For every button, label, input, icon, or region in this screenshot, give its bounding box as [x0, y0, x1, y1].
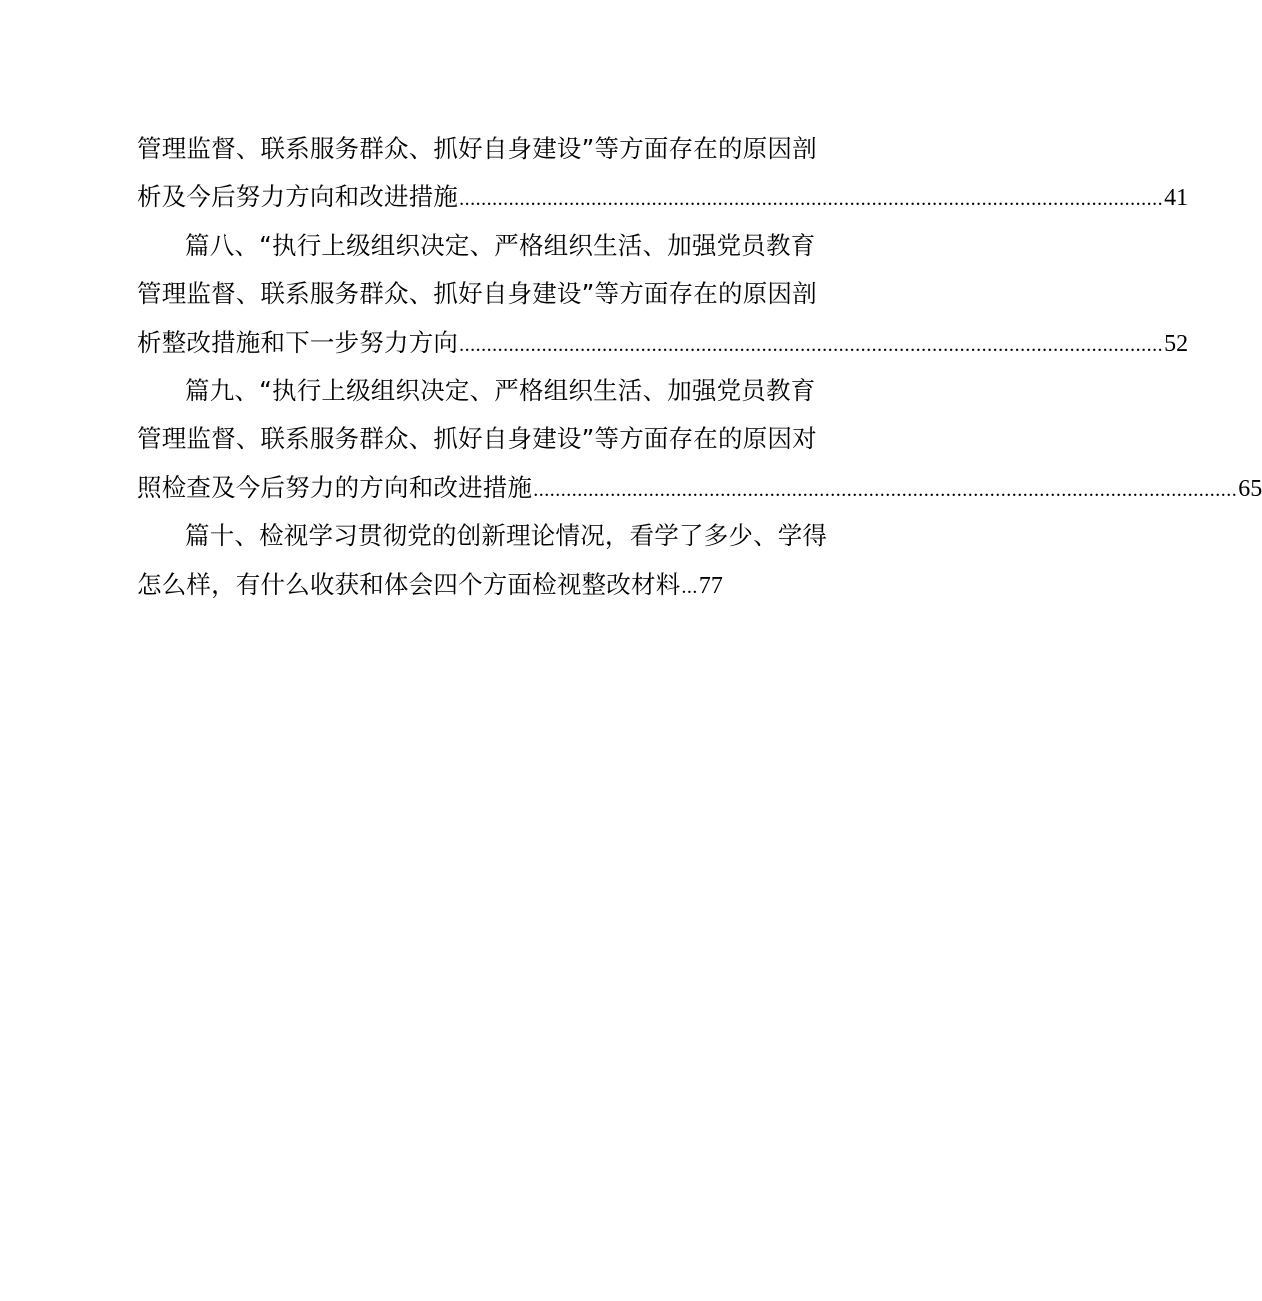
toc-entry-10-text-1: 篇十、检视学习贯彻党的创新理论情况，看学了多少、学得 — [185, 521, 828, 551]
toc-entry-7-line-1 — [137, 125, 817, 173]
toc-entry-9-line-3[interactable] — [137, 464, 1262, 512]
toc-entry-9-line-2 — [137, 415, 817, 463]
toc-entry-10-text-2: 怎么样，有什么收获和体会四个方面检视整改材料 — [137, 569, 681, 599]
toc-entry-7-line-2[interactable] — [137, 173, 1189, 221]
table-of-contents — [137, 125, 1262, 609]
toc-entry-7-page-number: 41 — [1164, 185, 1189, 212]
toc-entry-10-line-2[interactable] — [137, 561, 785, 609]
toc-entry-8-line-2 — [137, 270, 817, 318]
toc-entry-9-text-1: 篇九、“执行上级组织决定、严格组织生活、加强党员教育 — [185, 375, 816, 405]
toc-entry-7-text-2: 析及今后努力方向和改进措施 — [137, 182, 459, 212]
toc-entry-9-line-1 — [137, 367, 816, 415]
dot-leader: ................................................................................................................................ — [459, 188, 1164, 211]
toc-entry-9-page-number: 65 — [1238, 475, 1262, 502]
toc-entry-8-text-1: 篇八、“执行上级组织决定、严格组织生活、加强党员教育 — [185, 230, 816, 260]
toc-entry-8-page-number: 52 — [1164, 330, 1189, 357]
toc-entry-8-line-1 — [137, 222, 816, 270]
toc-entry-8-text-3: 析整改措施和下一步努力方向 — [137, 327, 459, 357]
toc-entry-9-text-3: 照检查及今后努力的方向和改进措施 — [137, 472, 533, 502]
toc-entry-8-text-2: 管理监督、联系服务群众、抓好自身建设”等方面存在的原因剖 — [137, 279, 817, 309]
dot-leader: ................................................................................................................................ — [459, 333, 1164, 356]
dot-leader: ... — [681, 575, 698, 598]
toc-entry-10-page-number: 77 — [698, 572, 723, 599]
toc-entry-8-line-3[interactable] — [137, 319, 1189, 367]
toc-entry-10-line-1 — [137, 512, 828, 560]
toc-entry-7-text-1: 管理监督、联系服务群众、抓好自身建设”等方面存在的原因剖 — [137, 134, 817, 163]
dot-leader: ................................................................................................................................ — [533, 478, 1238, 501]
toc-entry-9-text-2: 管理监督、联系服务群众、抓好自身建设”等方面存在的原因对 — [137, 424, 817, 454]
